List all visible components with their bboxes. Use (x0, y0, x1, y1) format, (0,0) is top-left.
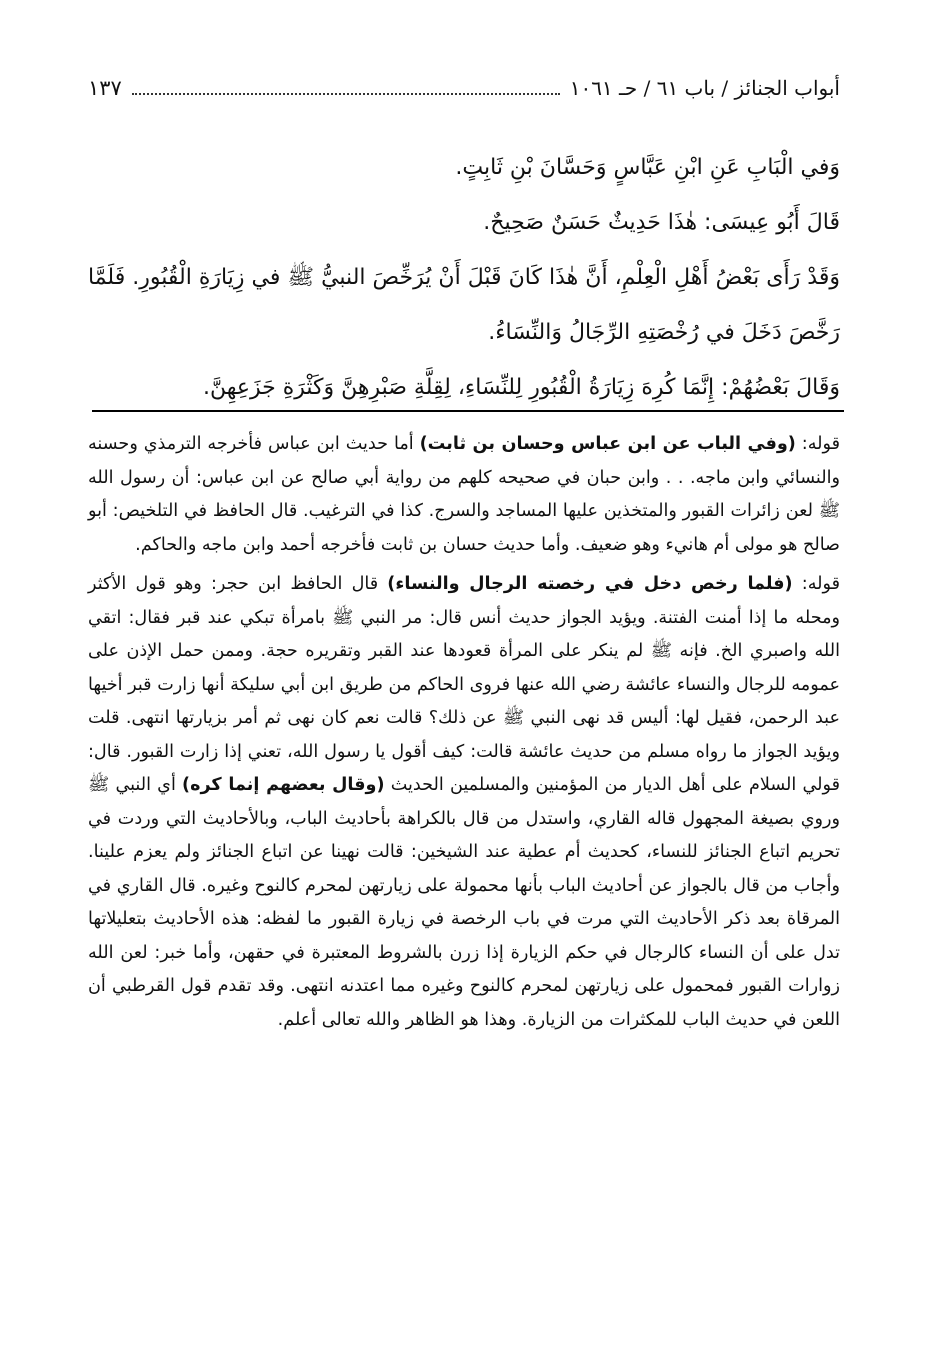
commentary-label: قوله: (801, 574, 840, 594)
main-paragraph-1: وَفي الْبَابِ عَنِ ابْنِ عَبَّاسٍ وَحَسَّانَ بْنِ ثَابِتٍ. (455, 155, 840, 180)
commentary-quote: (وقال بعضهم إنما كره) (182, 775, 385, 795)
page-header (88, 70, 840, 106)
page-number: ١٣٧ (88, 76, 122, 100)
commentary-paragraph-1 (88, 428, 840, 562)
main-paragraph-4: وَقَالَ بَعْضُهُمْ: إِنَّمَا كُرِهَ زِيَارَةُ الْقُبُورِ لِلنِّسَاءِ، لِقِلَّةِ صَبْرِهِنَّ وَكَثْرَةِ جَزَعِهِنَّ. (202, 375, 840, 400)
commentary-quote: (وفي الباب عن ابن عباس وحسان بن ثابت) (419, 434, 796, 454)
header-dot-leader (132, 93, 560, 95)
hadith-text (88, 140, 840, 415)
commentary-paragraph-2 (88, 568, 840, 1037)
commentary-quote: (فلما رخص دخل في رخصته الرجال والنساء) (387, 574, 793, 594)
section-divider (92, 410, 844, 412)
commentary-text: قال الحافظ ابن حجر: وهو قول الأكثر ومحله ما إذا أمنت الفتنة. ويؤيد الجواز حديث أنس قال: مر النبي ﷺ بامرأة تبكي عند قبر فقال: اتقي الله واصبري الخ. فإنه ﷺ لم ينكر على المرأة قعودها عند القبر وتقريره حجة. وممن حمل الإذن على عمومه للرجال والنساء عائشة رضي الله عنها فروى الحاكم من طريق ابن أبي سليكة أنها زارت قبر أخيها عبد الرحمن، فقيل لها: أليس قد نهى النبي ﷺ عن ذلك؟ قالت نعم كان نهى ثم أمر بزيارتها انتهى. قلت ويؤيد الجواز ما رواه مسلم من حديث عائشة قالت: كيف أقول يا رسول الله، تعني إذا زارت القبور. قال: قولي السلام على أهل الديار من المؤمنين والمسلمين الحديث (88, 574, 840, 795)
commentary-text: أي النبي ﷺ وروي بصيغة المجهول قاله القاري، واستدل من قال بالكراهة بأحاديث الباب، وبالأحاديث التي وردت في تحريم اتباع الجنائز للنساء، كحديث أم عطية عند الشيخين: قالت نهينا عن اتباع الجنائز ولم يعزم علينا. وأجاب من قال بالجواز عن أحاديث الباب بأنها محمولة على زيارتهن لمحرم كالنوح وغيره. قال القاري في المرقاة بعد ذكر الأحاديث التي مرت في باب الرخصة في زيارة القبور ما لفظه: هذه الأحاديث بتعليلاتها تدل على أن النساء كالرجال في حكم الزيارة إذا زرن بالشروط المعتبرة في حقهن، وأما خبر: لعن الله زوارات القبور فمحمول على زيارتهن لمحرم كالنوح وغيره مما اعتدنه انتهى. وقد تقدم قول القرطبي أن اللعن في حديث الباب للمكثرات من الزيارة. وهذا هو الظاهر والله تعالى أعلم. (88, 775, 840, 1030)
commentary-text: أما حديث ابن عباس فأخرجه الترمذي وحسنه والنسائي وابن ماجه. . . وابن حبان في صحيحه كلهم من رواية أبي صالح عن ابن عباس: أن رسول الله ﷺ لعن زائرات القبور والمتخذين عليها المساجد والسرج. كذا في الترغيب. قال الحافظ في التلخيص: أبو صالح هو مولى أم هانيء وهو ضعيف. وأما حديث حسان بن ثابت فأخرجه أحمد وابن ماجه والحاكم. (88, 434, 840, 555)
commentary (88, 428, 840, 1043)
main-paragraph-3: وَقَدْ رَأَى بَعْضُ أَهْلِ الْعِلْمِ، أَنَّ هٰذَا كَانَ قَبْلَ أَنْ يُرَخِّصَ النبيُّ ﷺ في زِيَارَةِ الْقُبُورِ. فَلَمَّا رَخَّصَ دَخَلَ في رُخْصَتِهِ الرِّجَالُ وَالنِّسَاءُ. (88, 265, 840, 345)
main-paragraph-2: قَالَ أَبُو عِيسَى: هٰذَا حَدِيثٌ حَسَنٌ صَحِيحٌ. (483, 210, 840, 235)
commentary-label: قوله: (801, 434, 841, 454)
running-title: أبواب الجنائز / باب ٦١ / حـ ١٠٦١ (569, 76, 840, 100)
